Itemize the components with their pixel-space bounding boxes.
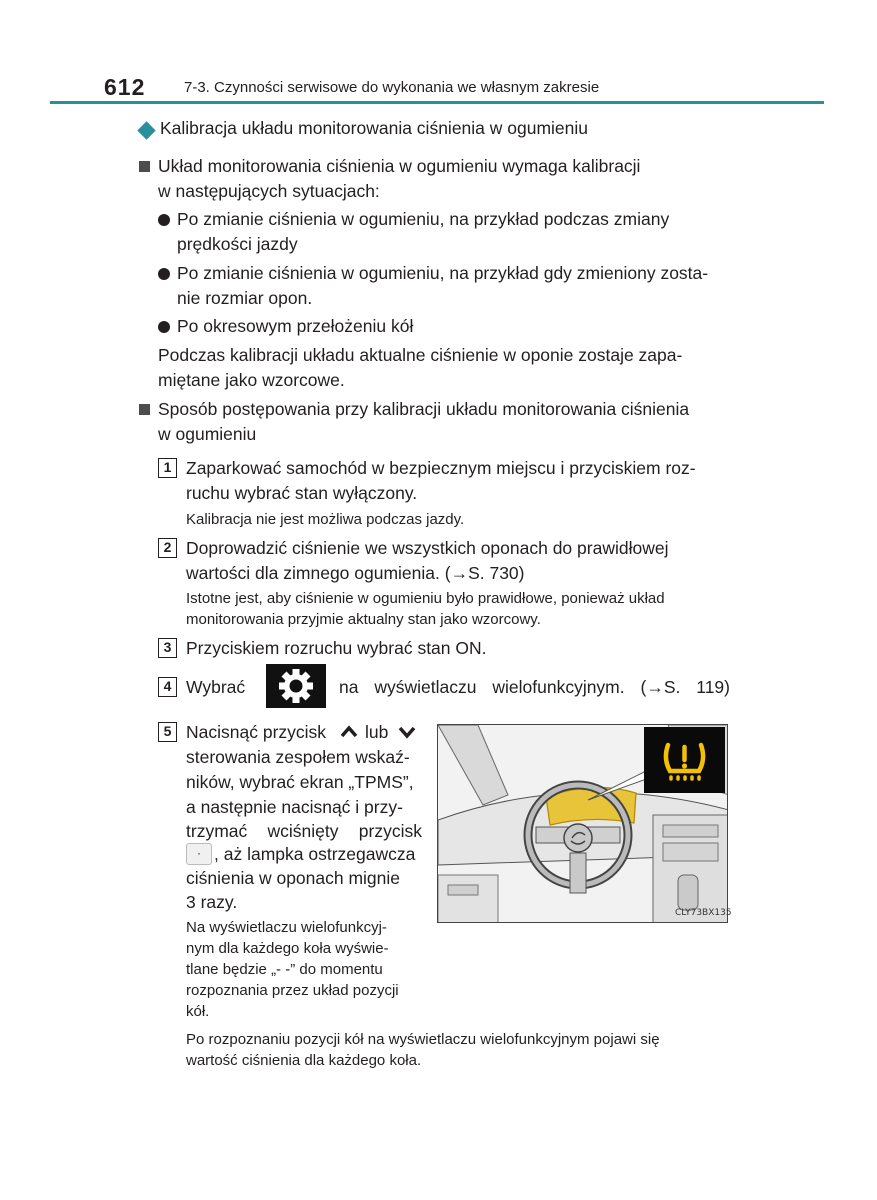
step5-line8: 3 razy. <box>186 892 238 912</box>
page-number: 612 <box>104 74 146 100</box>
step1-line1: Zaparkować samochód w bezpiecznym miejscu i przyciskiem roz- <box>186 458 696 478</box>
section-title: Kalibracja układu monitorowania ciśnienia w ogumieniu <box>160 118 589 138</box>
step4-post: na wyświetlaczu wielofunkcyjnym. (→S. 119) <box>339 677 730 697</box>
figure-id: CLY73BX135 <box>675 908 732 918</box>
step-number: 3 <box>158 638 177 658</box>
step3-text: Przyciskiem rozruchu wybrać stan ON. <box>186 638 487 658</box>
bullet1-line2: prędkości jazdy <box>177 234 298 254</box>
step5-line4: a następnie nacisnąć i przy- <box>186 797 403 817</box>
step5-note-line4: rozpoznania przez układ pozycji <box>186 982 399 999</box>
bullet1-line1: Po zmianie ciśnienia w ogumieniu, na przykład podczas zmiany <box>177 209 670 229</box>
step1-note: Kalibracja nie jest możliwa podczas jazdy. <box>186 511 465 528</box>
step2-note-line2: monitorowania przyjmie aktualny stan jako wzorcowy. <box>186 611 541 628</box>
step5-note-line5: kół. <box>186 1003 210 1020</box>
step5-line7: ciśnienia w oponach mignie <box>186 868 401 888</box>
step5-note-line3: tlane będzie „- -” do momentu <box>186 961 383 978</box>
step-number: 2 <box>158 538 177 558</box>
step-number: 5 <box>158 722 177 742</box>
chevron-down-icon <box>397 723 417 741</box>
ok-button-icon: · <box>186 843 212 865</box>
step4-pre: Wybrać <box>186 677 246 697</box>
final-note-line2: wartość ciśnienia dla każdego koła. <box>186 1052 422 1069</box>
bullet-dot-icon <box>158 214 170 226</box>
square-bullet-icon <box>139 161 150 172</box>
step-number: 4 <box>158 677 177 697</box>
chevron-up-icon <box>339 723 359 741</box>
step2-line2: wartości dla zimnego ogumienia. (→S. 730) <box>186 563 525 583</box>
block1-heading-line2: w następujących sytuacjach: <box>158 181 380 201</box>
step1-line2: ruchu wybrać stan wyłączony. <box>186 483 418 503</box>
step5-line1-pre: Nacisnąć przycisk <box>186 722 327 742</box>
chapter-title: 7-3. Czynności serwisowe do wykonania we własnym zakresie <box>184 79 600 96</box>
block1-heading-line1: Układ monitorowania ciśnienia w ogumieniu wymaga kalibracji <box>158 156 641 176</box>
step2-note-line1: Istotne jest, aby ciśnienie w ogumieniu było prawidłowe, ponieważ układ <box>186 590 665 607</box>
bullet2-line1: Po zmianie ciśnienia w ogumieniu, na przykład gdy zmieniony zosta- <box>177 263 709 283</box>
bullet-dot-icon <box>158 321 170 333</box>
bullet2-line2: nie rozmiar opon. <box>177 288 313 308</box>
step5-line5: trzymać wciśnięty przycisk <box>186 821 422 841</box>
block1-note-line2: miętane jako wzorcowe. <box>158 370 345 390</box>
step5-note-line1: Na wyświetlaczu wielofunkcyj- <box>186 919 387 936</box>
block2-heading-line1: Sposób postępowania przy kalibracji układu monitorowania ciśnienia <box>158 399 690 419</box>
tire-pressure-warning-icon <box>644 727 725 793</box>
final-note-line1: Po rozpoznaniu pozycji kół na wyświetlaczu wielofunkcyjnym pojawi się <box>186 1031 660 1048</box>
header-rule <box>50 101 824 104</box>
step5-line3: ników, wybrać ekran „TPMS”, <box>186 772 414 792</box>
square-bullet-icon <box>139 404 150 415</box>
step-number: 1 <box>158 458 177 478</box>
settings-gear-icon <box>266 664 326 708</box>
diamond-icon <box>137 121 155 139</box>
bullet3: Po okresowym przełożeniu kół <box>177 316 414 336</box>
step5-line1-mid: lub <box>365 722 389 742</box>
block2-heading-line2: w ogumieniu <box>158 424 257 444</box>
step2-line1: Doprowadzić ciśnienie we wszystkich oponach do prawidłowej <box>186 538 669 558</box>
step5-line2: sterowania zespołem wskaź- <box>186 747 410 767</box>
bullet-dot-icon <box>158 268 170 280</box>
step5-note-line2: nym dla każdego koła wyświe- <box>186 940 389 957</box>
block1-note-line1: Podczas kalibracji układu aktualne ciśnienie w oponie zostaje zapa- <box>158 345 683 365</box>
step5-line6: , aż lampka ostrzegawcza <box>214 844 416 864</box>
